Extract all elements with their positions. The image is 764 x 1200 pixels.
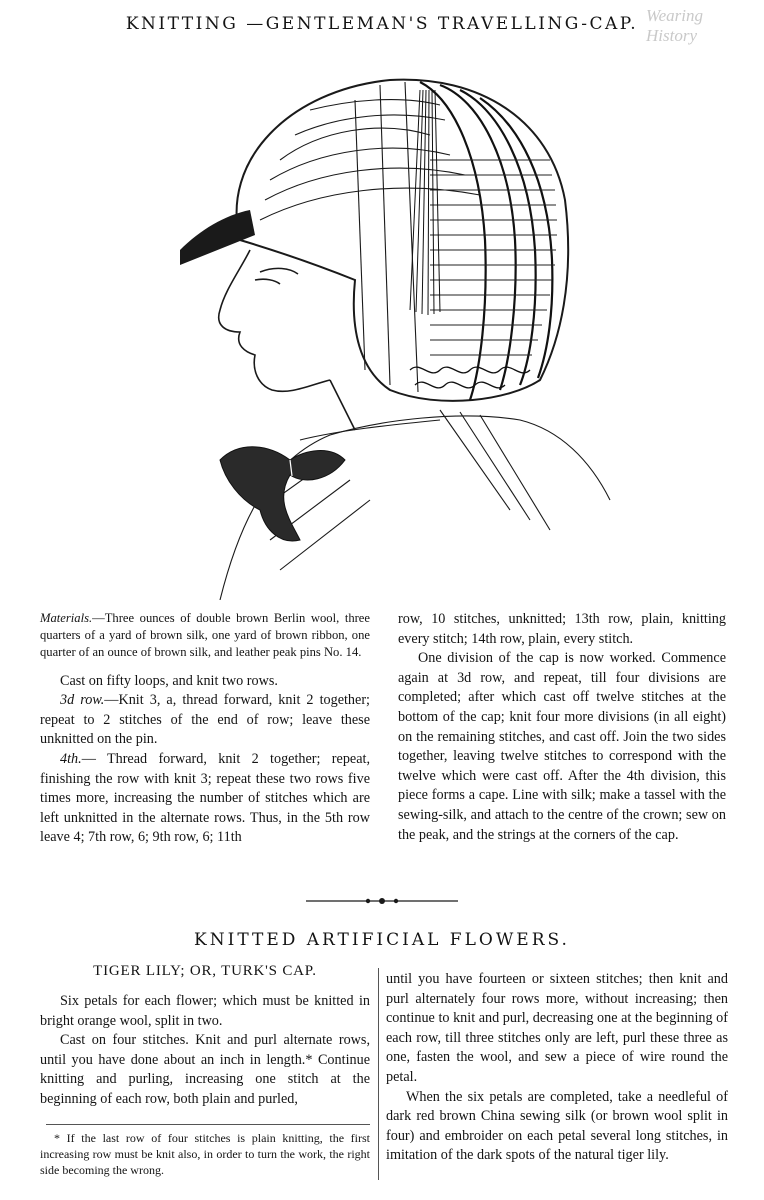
- petals-paragraph: Six petals for each flower; which must be knitted in bright orange wool, split in two.: [40, 993, 370, 1029]
- division-paragraph: One division of the cap is now worked. Commence again at 3d row, and repeat, till four divisions are completed; after which cast off twelve stitches at the bottom of the cap; knit four more divisions (in all eight) on the remaining stitches, and cast off. Join the two sides together, leaving twelve stitches to correspond with the twelve which were cast off. After the 4th division, this piece forms a cape. Line with silk; make a tassel with the sewing-silk, and attach to the centre of the crown; sew on the peak, and the strings at the corners of the cap.: [398, 650, 726, 843]
- row4-paragraph: [40, 750, 370, 848]
- footnote: [40, 1130, 370, 1178]
- cast-on-four-continued: until you have fourteen or sixteen stitches; then knit and purl alternately four rows more, without increasing; then continue to knit and purl, decreasing one at the beginning of each row, till three stitches only are left, purl these three as one, fasten the wool, and sew a piece of wire round the petal.: [386, 971, 728, 1085]
- cast-on-four-paragraph: Cast on four stitches. Knit and purl alternate rows, until you have done about an inch in length.* Continue knitting and purling, increasing one stitch at the beginning of each row, both plain and purled,: [40, 1032, 370, 1107]
- article2-left-column: [40, 992, 370, 1110]
- row3-paragraph: [40, 691, 370, 750]
- page-title: KNITTING —GENTLEMAN'S TRAVELLING-CAP.: [125, 14, 639, 34]
- row3-text: —Knit 3, a, thread forward, knit 2 together; repeat to 2 stitches of the end of row; leave these unknitted on the pin.: [40, 692, 370, 748]
- materials-paragraph: [40, 610, 370, 662]
- article1-right-column: [398, 610, 726, 845]
- ornamental-divider: [306, 894, 458, 908]
- footnote-rule: [46, 1124, 370, 1125]
- row4-lead: 4th.: [60, 750, 82, 767]
- row3-lead: 3d row.: [60, 692, 105, 709]
- embroider-paragraph: When the six petals are completed, take a needleful of dark red brown China sewing silk (or brown wool split in four) and embroider on each petal several long stitches, in imitation of the dark spots of the natural tiger lily.: [386, 1088, 728, 1164]
- cast-on-paragraph: Cast on fifty loops, and knit two rows.: [60, 672, 278, 689]
- footnote-text: * If the last row of four stitches is plain knitting, the first increasing row must be knit also, in order to turn the work, the right side becoming the wrong.: [40, 1131, 370, 1177]
- section-title: KNITTED ARTIFICIAL FLOWERS.: [194, 930, 570, 950]
- cap-portrait-illustration: [180, 40, 620, 600]
- article2-right-column: [386, 970, 728, 1166]
- article1-left-column: [40, 610, 370, 848]
- row4-text: — Thread forward, knit 2 together; repeat, finishing the row with knit 3; repeat these two rows five times more, increasing the number of stitches which are left unknitted in the alternate rows. Thus, in the 5th row leave 4; 7th row, 6; 9th row, 6; 11th: [40, 750, 370, 846]
- watermark: Wearing History: [646, 6, 703, 45]
- column-rule: [378, 968, 379, 1180]
- materials-text: —Three ounces of double brown Berlin wool, three quarters of a yard of brown silk, one yard of brown ribbon, one quarter of an ounce of brown silk, and leather peak pins No. 14.: [40, 611, 370, 660]
- section-subtitle: TIGER LILY; OR, TURK'S CAP.: [93, 963, 317, 979]
- row4-continued: row, 10 stitches, unknitted; 13th row, plain, knitting every stitch; 14th row, plain, every stitch.: [398, 611, 726, 647]
- materials-lead: Materials.: [40, 611, 93, 625]
